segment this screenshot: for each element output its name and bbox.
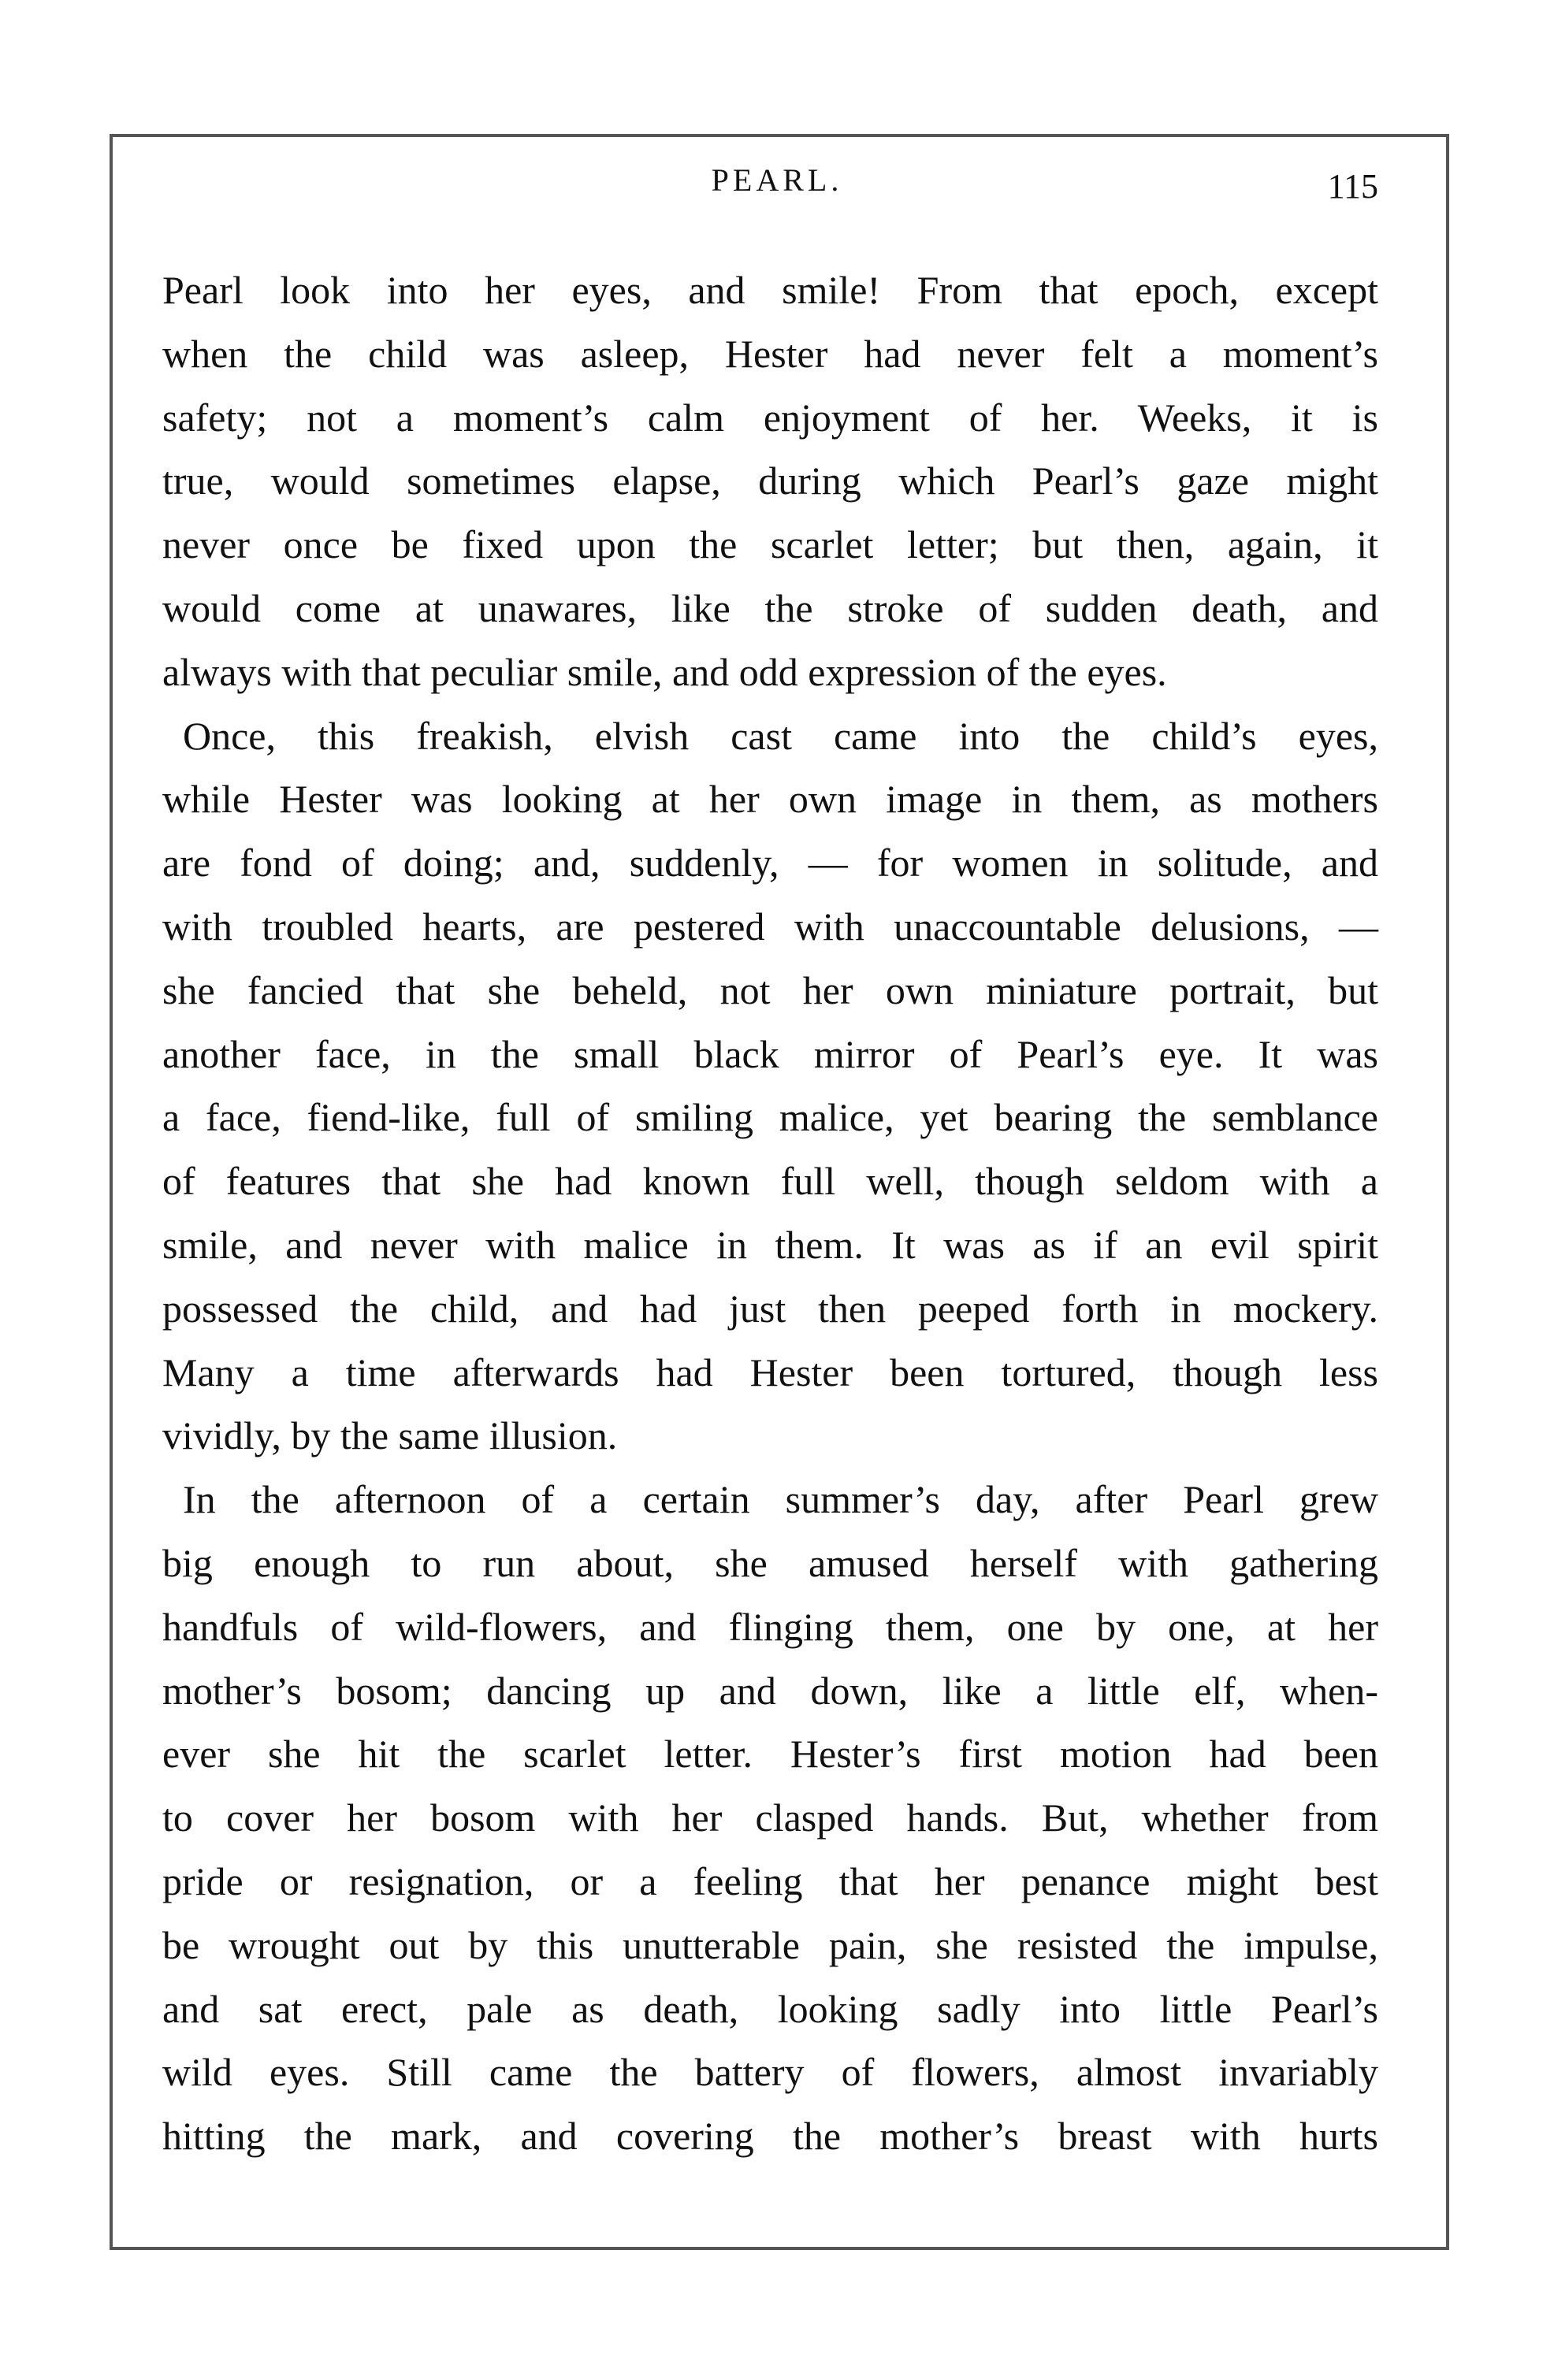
running-head <box>0 162 1554 209</box>
text-line: when the child was asleep, Hester had never felt a moment’s <box>162 331 1378 376</box>
chapter-title: PEARL. <box>711 162 843 198</box>
text-line: vividly, by the same illusion. <box>162 1413 618 1458</box>
text-line: a face, fiend-like, full of smiling malice, yet bearing the semblance <box>162 1095 1378 1140</box>
text-line: of features that she had known full well, though seldom with a <box>162 1159 1378 1204</box>
text-line: ever she hit the scarlet letter. Hester’s first motion had been <box>162 1732 1378 1777</box>
text-line: while Hester was looking at her own image in them, as mothers <box>162 777 1378 822</box>
page-number: 115 <box>1327 167 1378 206</box>
text-line: Pearl look into her eyes, and smile! From that epoch, except <box>162 268 1378 312</box>
text-line: handfuls of wild-flowers, and flinging them, one by one, at her <box>162 1604 1378 1649</box>
text-line: Once, this freakish, elvish cast came into the child’s eyes, <box>183 713 1378 758</box>
text-line: pride or resignation, or a feeling that her penance might best <box>162 1858 1378 1903</box>
text-line: smile, and never with malice in them. It was as if an evil spirit <box>162 1222 1378 1267</box>
text-line: mother’s bosom; dancing up and down, like a little elf, when- <box>162 1668 1378 1713</box>
text-line: with troubled hearts, are pestered with unaccountable delusions, — <box>162 904 1378 949</box>
text-line: Many a time afterwards had Hester been tortured, though less <box>162 1350 1378 1394</box>
text-line: to cover her bosom with her clasped hands. But, whether from <box>162 1795 1378 1840</box>
text-line: hitting the mark, and covering the mother’s breast with hurts <box>162 2114 1378 2159</box>
text-line: never once be fixed upon the scarlet letter; but then, again, it <box>162 522 1378 567</box>
text-line: are fond of doing; and, suddenly, — for women in solitude, and <box>162 841 1378 886</box>
text-line: would come at unawares, like the stroke of sudden death, and <box>162 585 1378 630</box>
text-line: In the afternoon of a certain summer’s day, after Pearl grew <box>183 1477 1378 1522</box>
text-line: another face, in the small black mirror of Pearl’s eye. It was <box>162 1031 1378 1076</box>
text-line: and sat erect, pale as death, looking sadly into little Pearl’s <box>162 1986 1378 2031</box>
text-line: wild eyes. Still came the battery of flowers, almost invariably <box>162 2050 1378 2095</box>
text-line: she fancied that she beheld, not her own miniature portrait, but <box>162 967 1378 1012</box>
text-line: safety; not a moment’s calm enjoyment of her. Weeks, it is <box>162 395 1378 440</box>
text-line: true, would sometimes elapse, during which Pearl’s gaze might <box>162 459 1378 503</box>
text-line: always with that peculiar smile, and odd expression of the eyes. <box>162 649 1167 694</box>
text-line: possessed the child, and had just then peeped forth in mockery. <box>162 1286 1378 1331</box>
body-text <box>162 258 1378 2168</box>
text-line: big enough to run about, she amused herself with gathering <box>162 1540 1378 1585</box>
text-line: be wrought out by this unutterable pain, she resisted the impulse, <box>162 1922 1378 1967</box>
